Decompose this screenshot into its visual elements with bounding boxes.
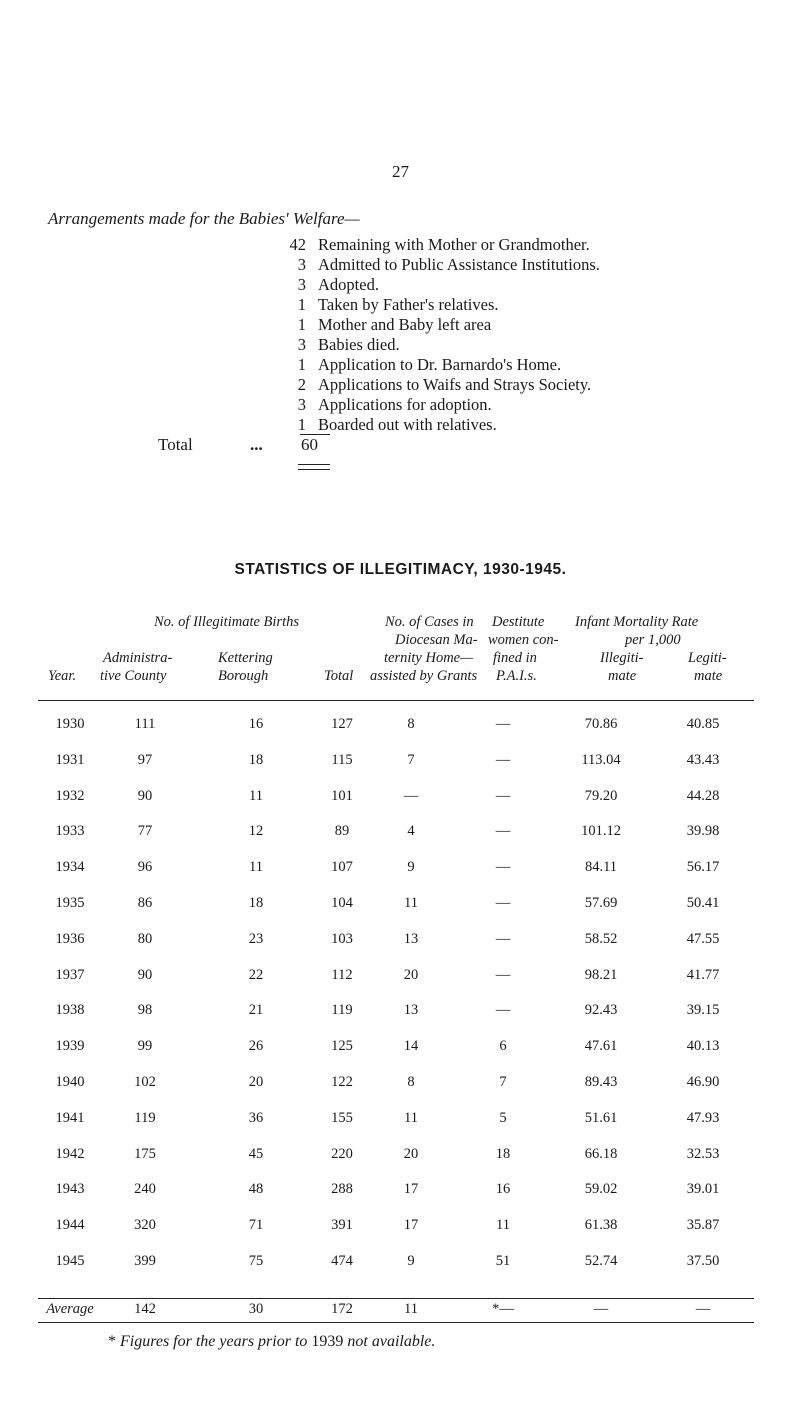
administrative-county-cell: 102 [134,1074,156,1090]
illegitimate-rate-cell: 52.74 [584,1253,618,1269]
statistics-title: STATISTICS OF ILLEGITIMACY, 1930-1945. [234,561,567,578]
destitute-women-cell: 11 [496,1217,510,1234]
kettering-borough-cell: 18 [248,751,264,768]
arrangement-count: 3 [297,275,306,294]
average-diocesan-cases-cell: 11 [404,1301,418,1317]
legitimate-rate-cell: 43.43 [686,751,720,768]
administrative-county-cell: 80 [137,930,153,947]
arrangement-item [270,275,710,295]
kettering-borough-cell: 16 [248,716,264,732]
illegitimate-rate-cell: 57.69 [584,895,618,911]
kettering-borough-cell: 20 [248,1074,264,1090]
arrangement-count: 2 [297,375,306,394]
average-label: Average [46,1301,94,1317]
illegitimate-rate-cell: 79.20 [584,787,618,804]
illegitimate-rate-cell: 58.52 [584,930,618,947]
year-cell: 1934 [55,859,85,876]
arrangement-text: Babies died. [318,335,400,354]
diocesan-cases-cell: 8 [407,1074,415,1090]
arrangement-count: 42 [289,235,306,254]
header-imr-line2: per 1,000 [625,632,681,648]
header-kettering-line2: Borough [218,668,269,684]
legitimate-rate-cell: 41.77 [686,966,720,983]
diocesan-cases-cell: 9 [407,1253,415,1269]
legitimate-rate-cell: 40.13 [686,1038,720,1055]
year-cell: 1933 [55,823,85,840]
administrative-county-cell: 97 [137,751,153,768]
total-dots: ... [250,435,263,454]
diocesan-cases-cell: 14 [403,1038,419,1055]
illegitimate-rate-cell: 61.38 [584,1217,618,1234]
header-admin-line1: Administra- [103,650,173,666]
arrangement-item [270,335,710,355]
legitimate-rate-cell: 56.17 [686,859,720,876]
total-cell: 127 [331,716,353,732]
administrative-county-cell: 99 [137,1038,153,1055]
legitimate-rate-cell: 44.28 [686,787,720,804]
arrangement-count: 1 [297,295,306,314]
header-illegitimate-line1: Illegiti- [600,650,644,666]
kettering-borough-cell: 36 [248,1109,264,1126]
kettering-borough-cell: 75 [248,1253,264,1269]
legitimate-rate-cell: 46.90 [686,1074,720,1090]
arrangement-text: Mother and Baby left area [318,315,492,334]
year-cell: 1931 [55,751,85,768]
average-bottom-rule [38,1322,754,1323]
total-cell: 288 [331,1181,353,1198]
kettering-borough-cell: 21 [248,1002,264,1019]
destitute-women-cell: — [495,930,511,947]
header-legitimate-line2: mate [694,668,723,684]
destitute-women-cell: 5 [499,1109,507,1126]
header-destitute-line1: Destitute [492,614,545,630]
arrangement-count: 1 [297,415,306,434]
administrative-county-cell: 320 [134,1217,156,1234]
destitute-women-cell: — [495,859,511,876]
year-cell: 1937 [55,966,85,983]
year-cell: 1940 [55,1074,85,1090]
destitute-women-cell: 51 [495,1253,511,1269]
illegitimate-rate-cell: 47.61 [584,1038,618,1055]
arrangement-item [270,355,710,375]
destitute-women-cell: — [495,751,511,768]
diocesan-cases-cell: 7 [407,751,415,768]
arrangement-text: Applications to Waifs and Strays Society. [318,375,592,394]
header-cases-line3: ternity Home— [384,650,473,666]
illegitimate-rate-cell: 89.43 [584,1074,618,1090]
arrangement-item [270,315,710,335]
header-illegitimate-line2: mate [608,668,637,684]
year-cell: 1932 [55,787,85,804]
destitute-women-cell: — [495,895,511,911]
diocesan-cases-cell: 20 [403,1145,419,1162]
illegitimate-rate-cell: 84.11 [584,859,618,876]
year-cell: 1936 [55,930,85,947]
destitute-women-cell: — [495,823,511,840]
legitimate-rate-cell: 37.50 [686,1253,720,1269]
legitimate-rate-cell: 39.98 [686,823,720,840]
illegitimate-rate-cell: 70.86 [584,716,618,732]
arrangement-count: 3 [297,255,306,274]
legitimate-rate-cell: 47.55 [686,930,720,947]
kettering-borough-cell: 45 [248,1145,264,1162]
header-cases-line1: No. of Cases in [385,614,474,630]
diocesan-cases-cell: — [403,787,419,804]
header-cases-line4: assisted by Grants [370,668,478,684]
total-cell: 101 [331,787,353,804]
header-admin-line2: tive County [100,668,167,684]
arrangement-text: Adopted. [318,275,379,294]
administrative-county-cell: 399 [134,1253,156,1269]
diocesan-cases-cell: 20 [403,966,419,983]
year-cell: 1944 [55,1217,85,1234]
destitute-women-cell: 7 [499,1074,507,1090]
arrangement-item [270,415,710,435]
arrangement-item [270,255,710,275]
year-cell: 1939 [55,1038,85,1055]
total-double-rule-bottom [298,469,330,470]
kettering-borough-cell: 12 [248,823,264,840]
illegitimate-rate-cell: 98.21 [584,966,618,983]
destitute-women-cell: 16 [495,1181,511,1198]
kettering-borough-cell: 11 [249,859,263,876]
arrangement-count: 1 [297,315,306,334]
arrangement-text: Boarded out with relatives. [318,415,497,434]
administrative-county-cell: 119 [134,1109,156,1126]
total-cell: 103 [331,930,353,947]
diocesan-cases-cell: 8 [407,716,415,732]
total-cell: 474 [331,1253,353,1269]
diocesan-cases-cell: 4 [407,823,415,840]
total-cell: 391 [331,1217,353,1234]
average-illegitimate-rate-cell: — [593,1301,609,1317]
total-cell: 107 [331,859,353,876]
diocesan-cases-cell: 11 [404,895,418,911]
header-legitimate-line1: Legiti- [688,650,727,666]
header-destitute-line3: fined in [493,650,537,666]
arrangement-text: Taken by Father's relatives. [318,295,499,314]
header-year: Year. [48,668,77,684]
legitimate-rate-cell: 47.93 [686,1109,720,1126]
kettering-borough-cell: 26 [248,1038,264,1055]
footnote-star: * [108,1333,116,1350]
diocesan-cases-cell: 11 [404,1109,418,1126]
footnote-text-2: not available. [347,1333,436,1350]
administrative-county-cell: 77 [137,823,153,840]
destitute-women-cell: 18 [495,1145,511,1162]
header-imr-line1: Infant Mortality Rate [575,614,699,630]
administrative-county-cell: 175 [134,1145,156,1162]
year-cell: 1935 [55,895,85,911]
year-cell: 1942 [55,1145,85,1162]
header-destitute-line4: P.A.I.s. [496,668,537,684]
administrative-county-cell: 90 [137,966,153,983]
average-administrative-county-cell: 142 [134,1301,156,1317]
average-destitute-women-cell: *— [492,1301,514,1317]
administrative-county-cell: 90 [137,787,153,804]
total-cell: 122 [331,1074,353,1090]
diocesan-cases-cell: 9 [407,859,415,876]
total-value: 60 [301,435,318,454]
illegitimate-rate-cell: 59.02 [584,1181,618,1198]
footnote [108,1333,435,1351]
arrangement-count: 3 [297,395,306,414]
illegitimate-rate-cell: 101.12 [581,823,621,840]
administrative-county-cell: 86 [137,895,153,911]
kettering-borough-cell: 18 [248,895,264,911]
legitimate-rate-cell: 35.87 [686,1217,720,1234]
average-total-cell: 172 [331,1301,353,1317]
year-cell: 1943 [55,1181,85,1198]
year-cell: 1941 [55,1109,85,1126]
year-cell: 1945 [55,1253,85,1269]
diocesan-cases-cell: 17 [403,1181,419,1198]
average-top-rule [38,1298,754,1299]
total-cell: 112 [331,966,353,983]
header-cases-line2: Diocesan Ma- [395,632,478,648]
diocesan-cases-cell: 13 [403,1002,419,1019]
average-kettering-borough-cell: 30 [248,1301,264,1317]
kettering-borough-cell: 23 [248,930,264,947]
arrangement-item [270,395,710,415]
average-legitimate-rate-cell: — [695,1301,711,1317]
arrangement-count: 1 [297,355,306,374]
arrangement-item [270,295,710,315]
kettering-borough-cell: 71 [248,1217,264,1234]
total-cell: 115 [331,751,353,768]
year-cell: 1930 [55,716,85,732]
arrangement-text: Remaining with Mother or Grandmother. [318,235,590,254]
arrangement-text: Admitted to Public Assistance Institutions. [318,255,600,274]
arrangements-heading: Arrangements made for the Babies' Welfare— [48,209,360,228]
total-label: Total [158,435,193,454]
header-births-group: No. of Illegitimate Births [154,614,299,630]
header-total: Total [324,668,354,684]
destitute-women-cell: — [495,716,511,732]
arrangement-count: 3 [297,335,306,354]
administrative-county-cell: 96 [137,859,153,876]
diocesan-cases-cell: 13 [403,930,419,947]
administrative-county-cell: 111 [134,716,156,732]
legitimate-rate-cell: 50.41 [686,895,720,911]
legitimate-rate-cell: 39.01 [686,1181,720,1198]
destitute-women-cell: — [495,787,511,804]
footnote-text-1: Figures for the years prior to [120,1333,308,1350]
illegitimate-rate-cell: 92.43 [584,1002,618,1019]
arrangements-list [270,235,710,435]
administrative-county-cell: 98 [137,1002,153,1019]
header-destitute-line2: women con- [488,632,559,648]
illegitimate-rate-cell: 66.18 [584,1145,618,1162]
arrangement-text: Applications for adoption. [318,395,492,414]
header-bottom-rule [38,700,754,701]
total-double-rule-top [298,464,330,465]
header-kettering-line1: Kettering [218,650,273,666]
illegitimate-rate-cell: 113.04 [581,751,621,768]
total-cell: 104 [331,895,353,911]
arrangement-text: Application to Dr. Barnardo's Home. [318,355,562,374]
total-cell: 125 [331,1038,353,1055]
destitute-women-cell: — [495,966,511,983]
legitimate-rate-cell: 39.15 [686,1002,720,1019]
year-cell: 1938 [55,1002,85,1019]
page-number: 27 [392,162,409,181]
total-cell: 89 [334,823,350,840]
legitimate-rate-cell: 32.53 [686,1145,720,1162]
kettering-borough-cell: 48 [248,1181,264,1198]
total-cell: 119 [331,1002,353,1019]
kettering-borough-cell: 11 [249,787,263,804]
destitute-women-cell: — [495,1002,511,1019]
kettering-borough-cell: 22 [248,966,264,983]
diocesan-cases-cell: 17 [403,1217,419,1234]
total-cell: 155 [331,1109,353,1126]
arrangement-item [270,375,710,395]
administrative-county-cell: 240 [134,1181,156,1198]
footnote-year: 1939 [311,1333,344,1350]
legitimate-rate-cell: 40.85 [686,716,720,732]
destitute-women-cell: 6 [499,1038,507,1055]
total-cell: 220 [331,1145,353,1162]
illegitimate-rate-cell: 51.61 [584,1109,618,1126]
arrangement-item [270,235,710,255]
